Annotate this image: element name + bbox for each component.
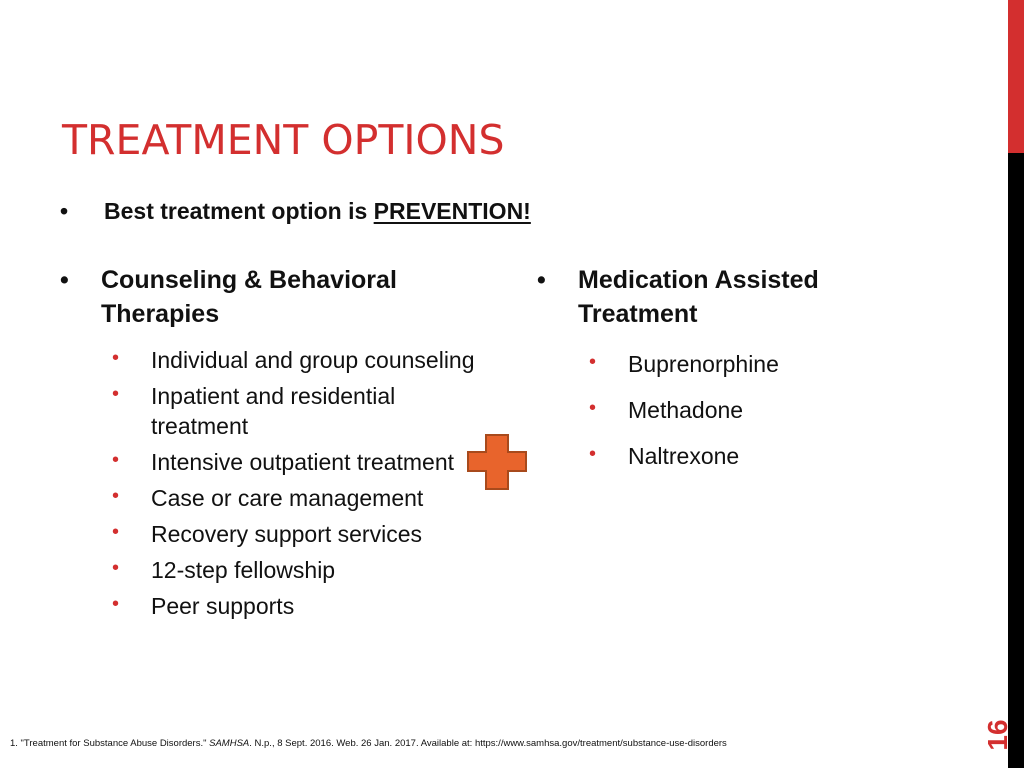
list-item	[60, 345, 480, 375]
slide-title: TREATMENT OPTIONS	[62, 116, 505, 164]
sub-bullet: •	[112, 383, 120, 405]
citation-footnote	[10, 738, 727, 749]
sub-bullet: •	[589, 351, 597, 373]
footnote-suffix: . N.p., 8 Sept. 2016. Web. 26 Jan. 2017. Available at: https://www.samhsa.gov/treatment/substance-use-disorders	[249, 738, 727, 749]
list-item-text: Individual and group counseling	[151, 347, 475, 373]
list-item	[537, 349, 937, 379]
footnote-source: SAMHSA	[209, 738, 250, 749]
bullet-marker: •	[60, 266, 69, 294]
bullet-marker: •	[60, 198, 69, 224]
left-column-heading	[60, 263, 480, 331]
side-accent-bar-red	[1008, 0, 1024, 153]
sub-bullet: •	[112, 347, 120, 369]
sub-bullet: •	[112, 485, 120, 507]
list-item-text: 12-step fellowship	[151, 557, 336, 583]
list-item-text: Methadone	[628, 397, 744, 423]
right-column-heading	[537, 263, 937, 331]
sub-bullet: •	[112, 449, 120, 471]
sub-bullet: •	[112, 557, 120, 579]
list-item-text: Naltrexone	[628, 443, 740, 469]
list-item-text: Buprenorphine	[628, 351, 779, 377]
list-item	[60, 519, 480, 549]
list-item-text: Peer supports	[151, 593, 295, 619]
list-item	[60, 381, 480, 441]
list-item	[60, 555, 480, 585]
right-column-list	[537, 349, 937, 471]
left-column-list	[60, 345, 480, 621]
bullet-marker: •	[537, 266, 546, 294]
list-item-text: Inpatient and residential treatment	[151, 383, 396, 439]
footnote-prefix: 1. "Treatment for Substance Abuse Disorders."	[10, 738, 210, 749]
heading-text: Medication Assisted Treatment	[578, 266, 819, 328]
prevention-text: Best treatment option is	[104, 198, 374, 224]
list-item	[60, 447, 480, 477]
side-accent-bar-black	[1008, 153, 1024, 768]
heading-text: Counseling & Behavioral Therapies	[101, 266, 397, 328]
sub-bullet: •	[112, 593, 120, 615]
left-column	[60, 263, 480, 627]
plus-icon	[466, 433, 528, 491]
sub-bullet: •	[589, 397, 597, 419]
prevention-emphasis: PREVENTION!	[373, 198, 531, 224]
plus-icon-shape	[468, 435, 526, 489]
sub-bullet: •	[112, 521, 120, 543]
list-item	[60, 483, 480, 513]
list-item-text: Case or care management	[151, 485, 424, 511]
list-item-text: Intensive outpatient treatment	[151, 449, 455, 475]
prevention-bullet	[60, 198, 531, 225]
list-item	[537, 441, 937, 471]
list-item	[60, 591, 480, 621]
sub-bullet: •	[589, 443, 597, 465]
list-item	[537, 395, 937, 425]
page-number: 16	[982, 719, 1013, 751]
right-column	[537, 263, 937, 487]
list-item-text: Recovery support services	[151, 521, 422, 547]
